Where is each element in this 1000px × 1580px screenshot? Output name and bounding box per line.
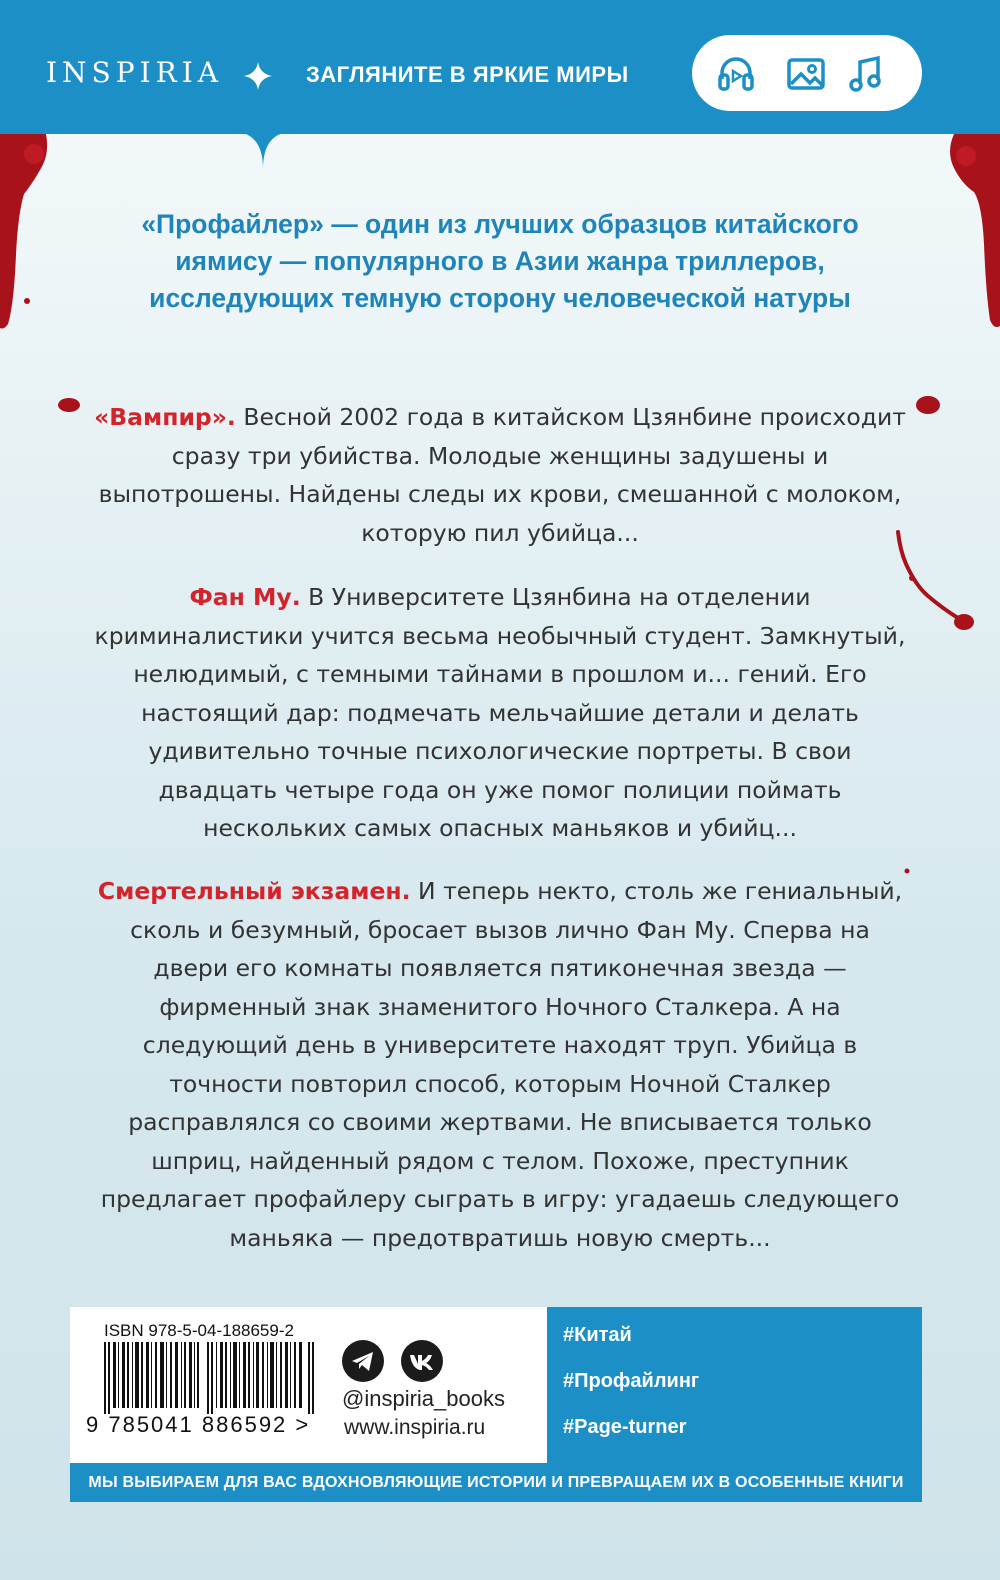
isbn-number: ISBN 978-5-04-188659-2 (104, 1321, 294, 1340)
media-formats-pill (692, 35, 922, 111)
image-icon (786, 55, 826, 93)
headphones-icon (716, 55, 756, 93)
vk-icon[interactable] (401, 1340, 443, 1382)
paragraph-lead: «Вампир». (94, 403, 236, 431)
paragraph-text: Весной 2002 года в китайском Цзянбине происходит сразу три убийства. Молодые женщины задушены и выпотрошены. Найдены следы их крови, смешанной с молоком, которую пил убийца... (98, 403, 906, 547)
barcode-digits: 9 785041 886592 > (86, 1412, 311, 1437)
tag-china: #Китай (563, 1324, 632, 1346)
paragraph-lead: Фан Му. (189, 583, 301, 611)
paragraph-text: В Университете Цзянбина на отделении криминалистики учится весьма необычный студент. Замкнутый, нелюдимый, с темными тайнами в прошлом и... гений. Его настоящий дар: подмечать мельчайшие детали и делать удивительно точные психологические портреты. В свои двадцать четыре года он уже помог полиции поймать нескольких самых опасных маньяков и убийц... (94, 583, 906, 842)
paragraph-lead: Смертельный экзамен. (97, 877, 411, 905)
footer-slogan: МЫ ВЫБИРАЕМ ДЛЯ ВАС ВДОХНОВЛЯЮЩИЕ ИСТОРИИ И ПРЕВРАЩАЕМ ИХ В ОСОБЕННЫЕ КНИГИ (88, 1474, 904, 1491)
tag-page-turner: #Page-turner (563, 1416, 687, 1438)
header-slogan: ЗАГЛЯНИТЕ В ЯРКИЕ МИРЫ (306, 62, 629, 87)
blood-drip-right (946, 134, 1000, 334)
telegram-icon[interactable] (342, 1340, 384, 1382)
synopsis-fanmu (92, 578, 908, 848)
sparkle-icon (244, 62, 272, 90)
music-note-icon (846, 55, 886, 93)
tag-profiling: #Профайлинг (563, 1370, 700, 1392)
website-link[interactable]: www.inspiria.ru (344, 1416, 486, 1439)
paragraph-text: И теперь некто, столь же гениальный, сколь и безумный, бросает вызов лично Фан Му. Сперва на двери его комнаты появляется пятиконечная звезда — фирменный знак знаменитого Ночного Сталкера. А на следующий день в университете находят труп. Убийца в точности повторил способ, которым Ночной Сталкер расправлялся со своими жертвами. Не вписывается только шприц, найденный рядом с телом. Похоже, преступник предлагает профайлеру сыграть в игру: угадаешь следующего маньяка — предотвратишь новую смерть... (100, 877, 903, 1252)
synopsis-vampire (92, 398, 908, 552)
blood-drop (914, 394, 942, 416)
social-handle[interactable]: @inspiria_books (342, 1386, 505, 1411)
blood-drop (56, 396, 82, 414)
barcode (104, 1342, 316, 1414)
intro-tagline: «Профайлер» — один из лучших образцов китайского иямису — популярного в Азии жанра триллеров, исследующих темную сторону человеческой натуры (141, 209, 859, 313)
header-notch (243, 133, 283, 173)
publisher-logo: INSPIRIA (46, 56, 224, 89)
blood-speck (22, 296, 32, 306)
synopsis-exam (92, 872, 908, 1257)
